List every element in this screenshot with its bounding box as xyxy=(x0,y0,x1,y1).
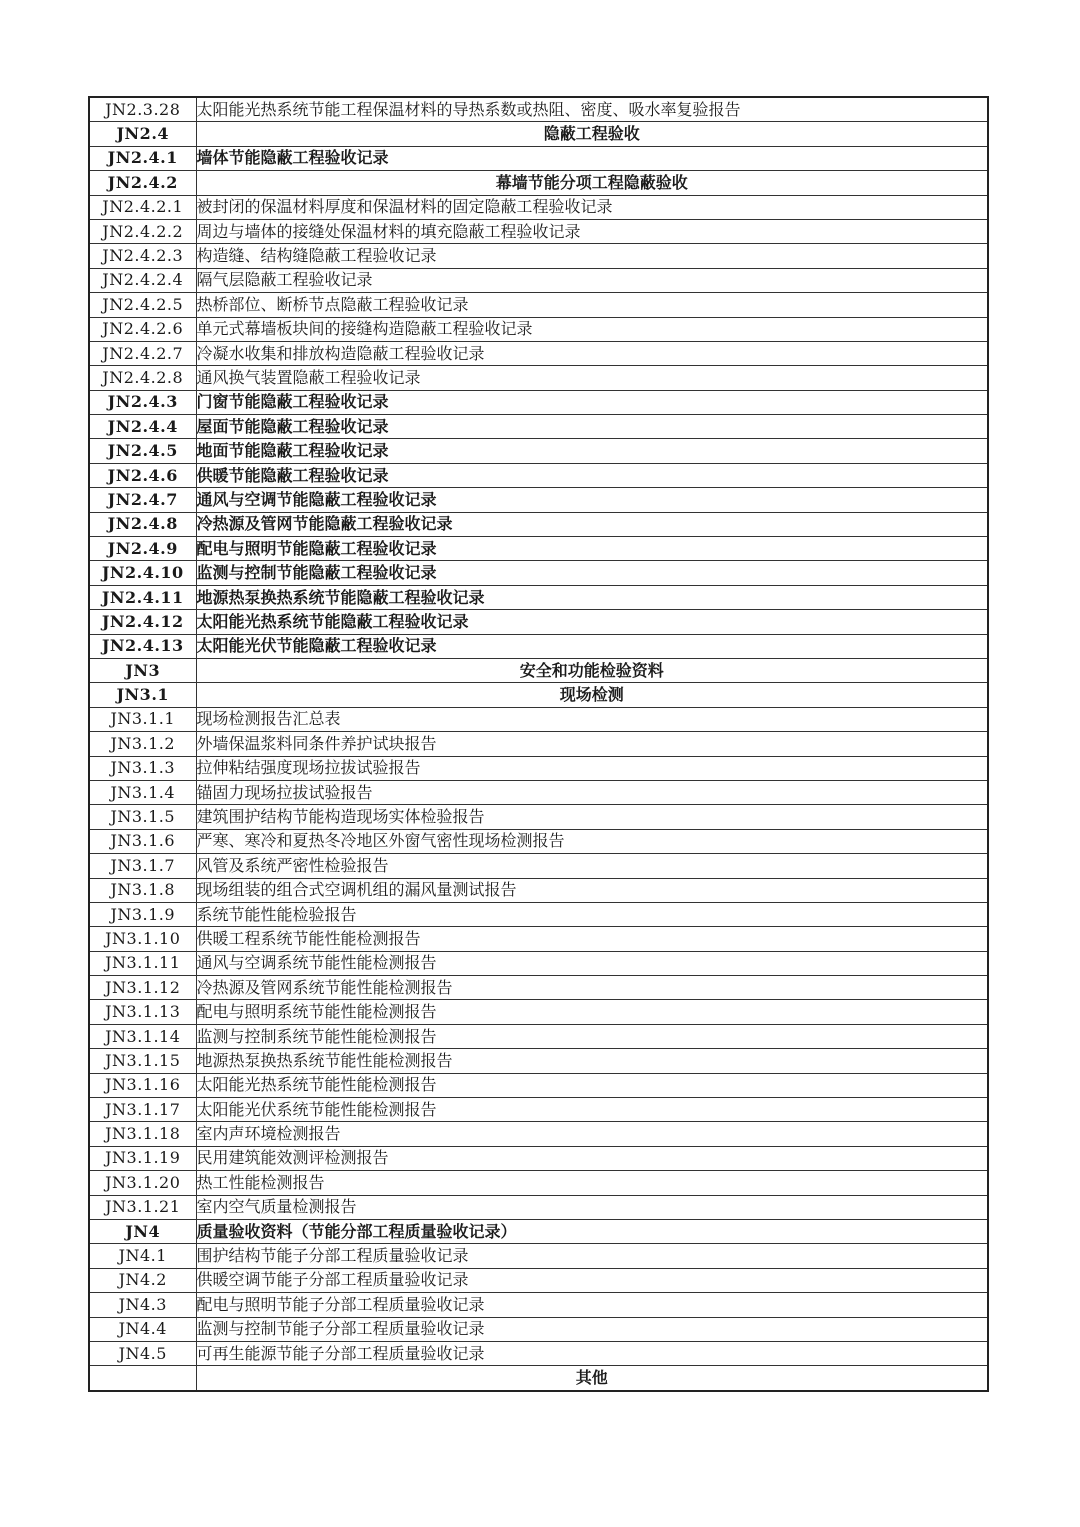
row-title: 太阳能光伏系统节能性能检测报告 xyxy=(196,1098,988,1122)
table-row xyxy=(89,878,988,902)
row-code: JN2.4.8 xyxy=(89,512,196,536)
row-code: JN3.1.8 xyxy=(89,878,196,902)
table-row xyxy=(89,1244,988,1268)
row-title: 监测与控制系统节能性能检测报告 xyxy=(196,1024,988,1048)
table-row xyxy=(89,902,988,926)
table-row xyxy=(89,219,988,243)
row-code: JN3.1.2 xyxy=(89,732,196,756)
table-row xyxy=(89,585,988,609)
table-row xyxy=(89,146,988,170)
row-code: JN3.1.13 xyxy=(89,1000,196,1024)
table-row xyxy=(89,415,988,439)
table-row xyxy=(89,1049,988,1073)
row-title: 其他 xyxy=(196,1366,988,1391)
table-row xyxy=(89,1268,988,1292)
row-code: JN2.4.11 xyxy=(89,585,196,609)
row-code: JN2.4.9 xyxy=(89,537,196,561)
table-row xyxy=(89,293,988,317)
row-code: JN2.4.1 xyxy=(89,146,196,170)
row-title: 供暖工程系统节能性能检测报告 xyxy=(196,927,988,951)
row-title: 地源热泵换热系统节能性能检测报告 xyxy=(196,1049,988,1073)
row-code: JN2.4.13 xyxy=(89,634,196,658)
table-row xyxy=(89,463,988,487)
table-row xyxy=(89,1146,988,1170)
row-title: 隔气层隐蔽工程验收记录 xyxy=(196,268,988,292)
table-row xyxy=(89,1366,988,1391)
table-row xyxy=(89,854,988,878)
row-code: JN2.4.12 xyxy=(89,610,196,634)
table-row xyxy=(89,658,988,682)
table-row xyxy=(89,244,988,268)
table-row xyxy=(89,1122,988,1146)
row-code: JN3.1.3 xyxy=(89,756,196,780)
table-row xyxy=(89,1171,988,1195)
row-code: JN2.4.2.4 xyxy=(89,268,196,292)
row-title: 太阳能光热系统节能工程保温材料的导热系数或热阻、密度、吸水率复验报告 xyxy=(196,97,988,122)
table-row xyxy=(89,122,988,146)
row-code: JN2.4.4 xyxy=(89,415,196,439)
row-title: 现场组装的组合式空调机组的漏风量测试报告 xyxy=(196,878,988,902)
row-title: 冷热源及管网节能隐蔽工程验收记录 xyxy=(196,512,988,536)
table-row xyxy=(89,951,988,975)
table-row xyxy=(89,317,988,341)
row-code: JN2.4.3 xyxy=(89,390,196,414)
row-title: 屋面节能隐蔽工程验收记录 xyxy=(196,415,988,439)
row-code: JN2.4.2 xyxy=(89,171,196,195)
table-row xyxy=(89,537,988,561)
row-title: 太阳能光伏节能隐蔽工程验收记录 xyxy=(196,634,988,658)
table-row xyxy=(89,1073,988,1097)
table-row xyxy=(89,732,988,756)
row-code: JN3.1.19 xyxy=(89,1146,196,1170)
row-code: JN2.4 xyxy=(89,122,196,146)
row-code: JN3.1 xyxy=(89,683,196,707)
row-title: 安全和功能检验资料 xyxy=(196,658,988,682)
row-title: 热工性能检测报告 xyxy=(196,1171,988,1195)
row-title: 太阳能光热系统节能性能检测报告 xyxy=(196,1073,988,1097)
row-code: JN3.1.10 xyxy=(89,927,196,951)
table-row xyxy=(89,1195,988,1219)
table-row xyxy=(89,707,988,731)
row-title: 供暖空调节能子分部工程质量验收记录 xyxy=(196,1268,988,1292)
table-row xyxy=(89,634,988,658)
table-row xyxy=(89,488,988,512)
row-title: 风管及系统严密性检验报告 xyxy=(196,854,988,878)
row-title: 建筑围护结构节能构造现场实体检验报告 xyxy=(196,805,988,829)
row-title: 幕墙节能分项工程隐蔽验收 xyxy=(196,171,988,195)
row-code: JN2.4.2.3 xyxy=(89,244,196,268)
row-code: JN3.1.20 xyxy=(89,1171,196,1195)
row-code: JN3.1.21 xyxy=(89,1195,196,1219)
archive-index-table xyxy=(88,96,989,1392)
table-row xyxy=(89,195,988,219)
row-title: 门窗节能隐蔽工程验收记录 xyxy=(196,390,988,414)
row-code: JN2.4.2.1 xyxy=(89,195,196,219)
row-code: JN2.4.6 xyxy=(89,463,196,487)
row-code: JN2.4.2.6 xyxy=(89,317,196,341)
row-title: 可再生能源节能子分部工程质量验收记录 xyxy=(196,1341,988,1365)
row-code: JN3.1.12 xyxy=(89,976,196,1000)
row-title: 现场检测 xyxy=(196,683,988,707)
row-code: JN2.4.2.8 xyxy=(89,366,196,390)
table-row xyxy=(89,756,988,780)
row-title: 监测与控制节能子分部工程质量验收记录 xyxy=(196,1317,988,1341)
table-row xyxy=(89,341,988,365)
row-title: 现场检测报告汇总表 xyxy=(196,707,988,731)
table-body xyxy=(89,97,988,1391)
row-code: JN3.1.5 xyxy=(89,805,196,829)
row-title: 质量验收资料（节能分部工程质量验收记录） xyxy=(196,1219,988,1243)
row-title: 太阳能光热系统节能隐蔽工程验收记录 xyxy=(196,610,988,634)
row-title: 墙体节能隐蔽工程验收记录 xyxy=(196,146,988,170)
table-row xyxy=(89,805,988,829)
table-row xyxy=(89,1293,988,1317)
row-title: 室内空气质量检测报告 xyxy=(196,1195,988,1219)
row-code: JN4.4 xyxy=(89,1317,196,1341)
table-row xyxy=(89,512,988,536)
row-code: JN2.4.2.7 xyxy=(89,341,196,365)
table-row xyxy=(89,1219,988,1243)
row-code: JN3.1.16 xyxy=(89,1073,196,1097)
table-row xyxy=(89,976,988,1000)
row-code: JN3.1.18 xyxy=(89,1122,196,1146)
row-code: JN3 xyxy=(89,658,196,682)
row-title: 配电与照明节能隐蔽工程验收记录 xyxy=(196,537,988,561)
table-row xyxy=(89,1317,988,1341)
row-code: JN3.1.17 xyxy=(89,1098,196,1122)
row-title: 配电与照明系统节能性能检测报告 xyxy=(196,1000,988,1024)
row-code: JN2.4.2.2 xyxy=(89,219,196,243)
row-title: 冷凝水收集和排放构造隐蔽工程验收记录 xyxy=(196,341,988,365)
row-title: 通风换气装置隐蔽工程验收记录 xyxy=(196,366,988,390)
row-code: JN3.1.6 xyxy=(89,829,196,853)
row-title: 周边与墙体的接缝处保温材料的填充隐蔽工程验收记录 xyxy=(196,219,988,243)
row-code: JN3.1.7 xyxy=(89,854,196,878)
table-row xyxy=(89,171,988,195)
row-title: 室内声环境检测报告 xyxy=(196,1122,988,1146)
table-row xyxy=(89,1024,988,1048)
row-code: JN3.1.15 xyxy=(89,1049,196,1073)
row-code: JN3.1.14 xyxy=(89,1024,196,1048)
row-code: JN4 xyxy=(89,1219,196,1243)
table-row xyxy=(89,1098,988,1122)
table-row xyxy=(89,1000,988,1024)
row-code: JN2.4.7 xyxy=(89,488,196,512)
row-title: 地面节能隐蔽工程验收记录 xyxy=(196,439,988,463)
row-code: JN2.4.10 xyxy=(89,561,196,585)
row-title: 单元式幕墙板块间的接缝构造隐蔽工程验收记录 xyxy=(196,317,988,341)
row-title: 热桥部位、断桥节点隐蔽工程验收记录 xyxy=(196,293,988,317)
row-title: 被封闭的保温材料厚度和保温材料的固定隐蔽工程验收记录 xyxy=(196,195,988,219)
row-title: 民用建筑能效测评检测报告 xyxy=(196,1146,988,1170)
table-row xyxy=(89,439,988,463)
table-row xyxy=(89,780,988,804)
row-title: 系统节能性能检验报告 xyxy=(196,902,988,926)
row-code: JN4.1 xyxy=(89,1244,196,1268)
row-title: 冷热源及管网系统节能性能检测报告 xyxy=(196,976,988,1000)
row-title: 通风与空调节能隐蔽工程验收记录 xyxy=(196,488,988,512)
table-row xyxy=(89,268,988,292)
table-row xyxy=(89,1341,988,1365)
row-code xyxy=(89,1366,196,1391)
row-code: JN3.1.4 xyxy=(89,780,196,804)
table-row xyxy=(89,97,988,122)
row-title: 围护结构节能子分部工程质量验收记录 xyxy=(196,1244,988,1268)
row-title: 监测与控制节能隐蔽工程验收记录 xyxy=(196,561,988,585)
row-title: 通风与空调系统节能性能检测报告 xyxy=(196,951,988,975)
row-code: JN2.4.2.5 xyxy=(89,293,196,317)
row-code: JN3.1.1 xyxy=(89,707,196,731)
row-title: 供暖节能隐蔽工程验收记录 xyxy=(196,463,988,487)
row-title: 严寒、寒冷和夏热冬冷地区外窗气密性现场检测报告 xyxy=(196,829,988,853)
table-row xyxy=(89,390,988,414)
row-title: 隐蔽工程验收 xyxy=(196,122,988,146)
row-title: 拉伸粘结强度现场拉拔试验报告 xyxy=(196,756,988,780)
row-title: 配电与照明节能子分部工程质量验收记录 xyxy=(196,1293,988,1317)
row-code: JN4.2 xyxy=(89,1268,196,1292)
row-code: JN3.1.11 xyxy=(89,951,196,975)
table-row xyxy=(89,829,988,853)
table-row xyxy=(89,561,988,585)
row-title: 外墙保温浆料同条件养护试块报告 xyxy=(196,732,988,756)
row-code: JN2.4.5 xyxy=(89,439,196,463)
row-code: JN4.5 xyxy=(89,1341,196,1365)
row-code: JN4.3 xyxy=(89,1293,196,1317)
table-row xyxy=(89,366,988,390)
row-code: JN3.1.9 xyxy=(89,902,196,926)
row-code: JN2.3.28 xyxy=(89,97,196,122)
table-row xyxy=(89,610,988,634)
table-row xyxy=(89,927,988,951)
row-title: 构造缝、结构缝隐蔽工程验收记录 xyxy=(196,244,988,268)
table-row xyxy=(89,683,988,707)
row-title: 地源热泵换热系统节能隐蔽工程验收记录 xyxy=(196,585,988,609)
row-title: 锚固力现场拉拔试验报告 xyxy=(196,780,988,804)
